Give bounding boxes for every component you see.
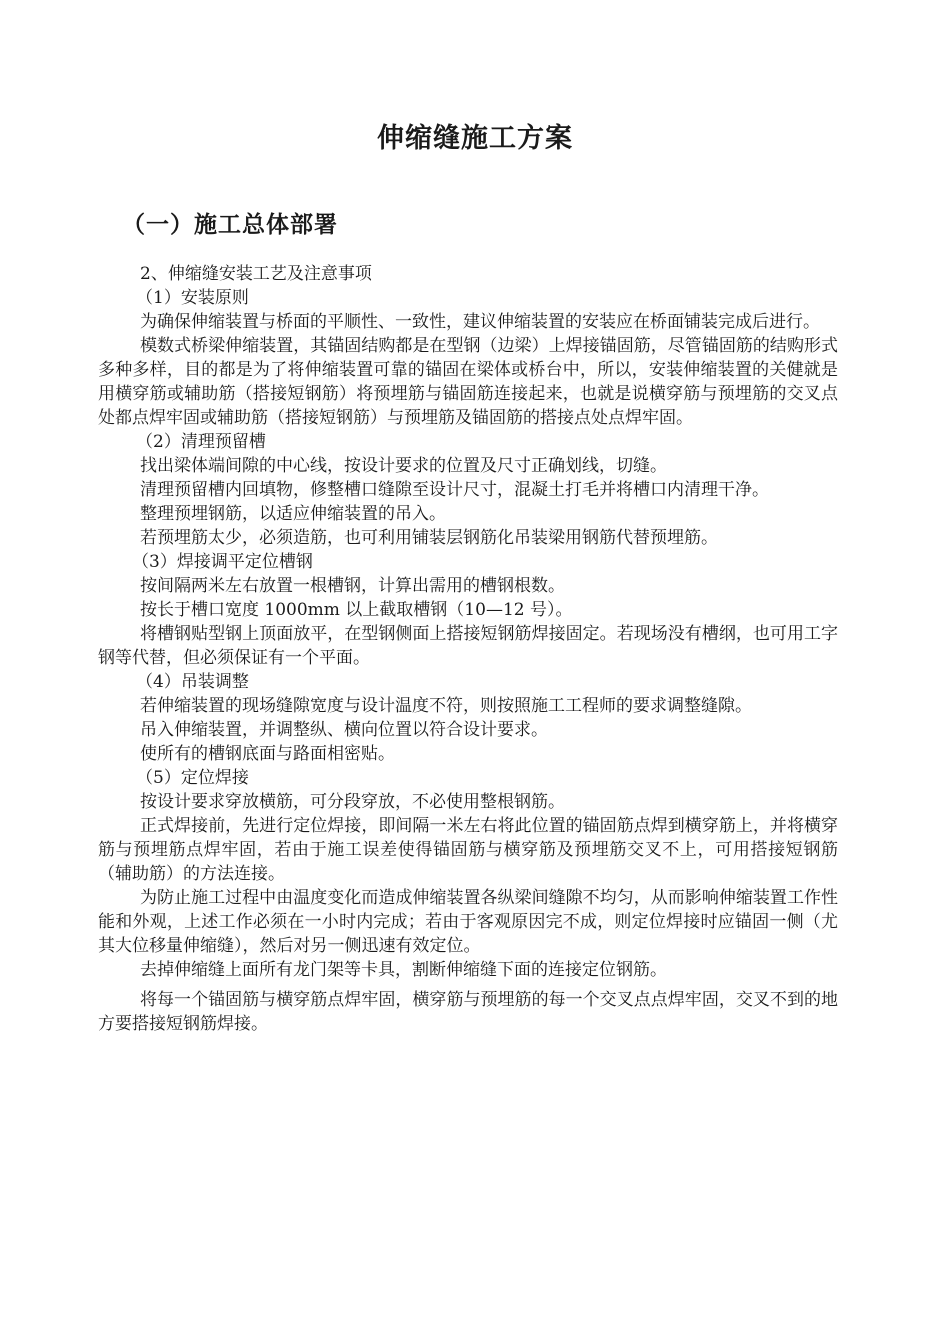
paragraph: 使所有的槽钢底面与路面相密贴。 [140,744,395,764]
paragraph: 吊入伸缩装置，并调整纵、横向位置以符合设计要求。 [140,720,548,740]
step-heading: （2）清理预留槽 [136,432,266,452]
document-title: 伸缩缝施工方案 [377,123,573,154]
paragraph: 若预埋筋太少，必须造筋，也可利用铺装层钢筋化吊装梁用钢筋代替预埋筋。 [140,528,718,548]
step-heading: （5）定位焊接 [136,768,249,788]
paragraph: 按设计要求穿放横筋，可分段穿放，不必使用整根钢筋。 [140,792,565,812]
step-heading: （1）安装原则 [136,288,249,308]
step-heading: （3）焊接调平定位槽钢 [132,552,313,572]
paragraph: 为确保伸缩装置与桥面的平顺性、一致性，建议伸缩装置的安装应在桥面铺装完成后进行。 [140,312,820,332]
paragraph: 按间隔两米左右放置一根槽钢，计算出需用的槽钢根数。 [140,576,565,596]
step-heading: （4）吊装调整 [136,672,249,692]
paragraph: 将每一个锚固筋与横穿筋点焊牢固，横穿筋与预埋筋的每一个交叉点点焊牢固，交叉不到的地方要搭接短钢筋焊接。 [98,990,838,1034]
paragraph: 找出梁体端间隙的中心线，按设计要求的位置及尺寸正确划线，切缝。 [140,456,667,476]
paragraph: 将槽钢贴型钢上顶面放平，在型钢侧面上搭接短钢筋焊接固定。若现场没有槽纲，也可用工字钢等代替，但必须保证有一个平面。 [98,624,838,668]
document-body [98,262,838,1036]
subsection-heading: 2、伸缩缝安装工艺及注意事项 [140,264,372,284]
paragraph: 为防止施工过程中由温度变化而造成伸缩装置各纵梁间缝隙不均匀，从而影响伸缩装置工作性能和外观，上述工作必须在一小时内完成；若由于客观原因完不成，则定位焊接时应锚固一侧（尤其大位移量伸缩缝），然后对另一侧迅速有效定位。 [98,888,838,956]
paragraph: 若伸缩装置的现场缝隙宽度与设计温度不符，则按照施工工程师的要求调整缝隙。 [140,696,752,716]
paragraph: 整理预埋钢筋，以适应伸缩装置的吊入。 [140,504,446,524]
section-heading: （一）施工总体部署 [122,212,338,238]
paragraph: 按长于槽口宽度 1000mm 以上截取槽钢（10—12 号）。 [140,600,573,620]
paragraph: 正式焊接前，先进行定位焊接，即间隔一米左右将此位置的锚固筋点焊到横穿筋上，并将横穿筋与预埋筋点焊牢固，若由于施工误差使得锚固筋与横穿筋及预埋筋交叉不上，可用搭接短钢筋（辅助筋）的方法连接。 [98,816,838,884]
paragraph: 去掉伸缩缝上面所有龙门架等卡具，割断伸缩缝下面的连接定位钢筋。 [140,960,667,980]
paragraph: 清理预留槽内回填物，修整槽口缝隙至设计尺寸，混凝土打毛并将槽口内清理干净。 [140,480,769,500]
paragraph: 模数式桥梁伸缩装置，其锚固结购都是在型钢（边梁）上焊接锚固筋，尽管锚固筋的结购形式多种多样，目的都是为了将伸缩装置可靠的锚固在梁体或桥台中，所以，安装伸缩装置的关健就是用横穿筋或辅助筋（搭接短钢筋）将预埋筋与锚固筋连接起来，也就是说横穿筋与预埋筋的交叉点处都点焊牢固或辅助筋（搭接短钢筋）与预埋筋及锚固筋的搭接点处点焊牢固。 [98,336,838,428]
